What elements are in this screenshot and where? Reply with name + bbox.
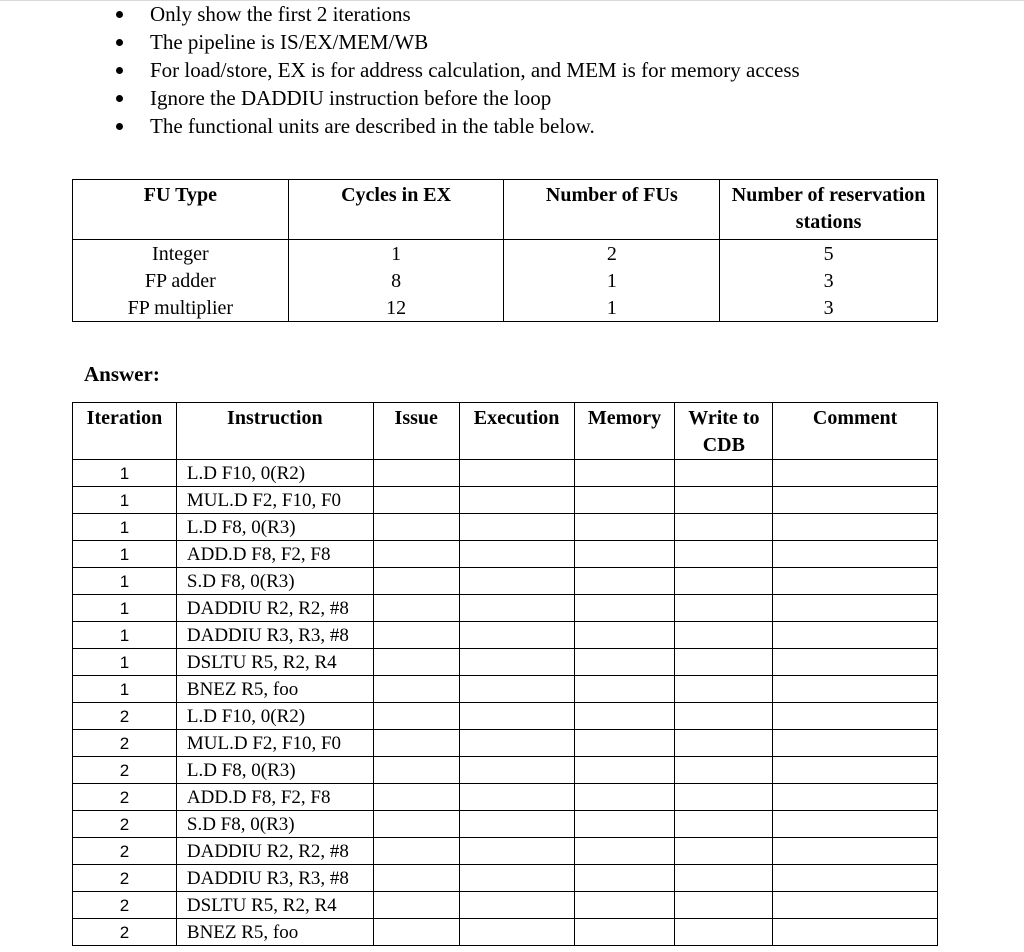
table-row [73, 541, 938, 568]
table-row [73, 730, 938, 757]
fu-row: FP multiplier 12 1 3 [73, 294, 938, 322]
memory-cell[interactable] [574, 649, 675, 676]
header-instruction: Instruction [176, 403, 373, 460]
issue-cell[interactable] [373, 541, 459, 568]
comment-cell[interactable] [773, 703, 938, 730]
comment-cell[interactable] [773, 487, 938, 514]
iteration-cell: 2 [73, 865, 177, 892]
comment-cell[interactable] [773, 892, 938, 919]
issue-cell[interactable] [373, 568, 459, 595]
execution-cell[interactable] [459, 784, 574, 811]
answer-header-row [73, 403, 938, 460]
write-cdb-cell[interactable] [675, 622, 773, 649]
instructions-list [116, 2, 800, 142]
table-row [73, 676, 938, 703]
memory-cell[interactable] [574, 865, 675, 892]
issue-cell[interactable] [373, 865, 459, 892]
execution-cell[interactable] [459, 622, 574, 649]
issue-cell[interactable] [373, 892, 459, 919]
instruction-cell: DADDIU R2, R2, #8 [176, 838, 373, 865]
comment-cell[interactable] [773, 865, 938, 892]
table-row [73, 811, 938, 838]
memory-cell[interactable] [574, 919, 675, 946]
memory-cell[interactable] [574, 487, 675, 514]
write-cdb-cell[interactable] [675, 811, 773, 838]
write-cdb-cell[interactable] [675, 838, 773, 865]
table-row [73, 622, 938, 649]
issue-cell[interactable] [373, 595, 459, 622]
iteration-cell: 1 [73, 595, 177, 622]
comment-cell[interactable] [773, 757, 938, 784]
table-row [73, 514, 938, 541]
issue-cell[interactable] [373, 730, 459, 757]
issue-cell[interactable] [373, 676, 459, 703]
iteration-cell: 2 [73, 838, 177, 865]
instruction-cell: ADD.D F8, F2, F8 [176, 541, 373, 568]
header-iteration: Iteration [73, 403, 177, 460]
fu-header-type: FU Type [73, 180, 289, 240]
issue-cell[interactable] [373, 703, 459, 730]
instruction-cell: L.D F10, 0(R2) [176, 703, 373, 730]
issue-cell[interactable] [373, 838, 459, 865]
memory-cell[interactable] [574, 622, 675, 649]
execution-cell[interactable] [459, 487, 574, 514]
memory-cell[interactable] [574, 838, 675, 865]
execution-cell[interactable] [459, 838, 574, 865]
execution-cell[interactable] [459, 757, 574, 784]
issue-cell[interactable] [373, 649, 459, 676]
write-cdb-cell[interactable] [675, 892, 773, 919]
table-row [73, 757, 938, 784]
fu-header-count: Number of FUs [504, 180, 720, 240]
comment-cell[interactable] [773, 568, 938, 595]
instruction-cell: ADD.D F8, F2, F8 [176, 784, 373, 811]
write-cdb-cell[interactable] [675, 568, 773, 595]
iteration-cell: 1 [73, 622, 177, 649]
execution-cell[interactable] [459, 730, 574, 757]
execution-cell[interactable] [459, 676, 574, 703]
answer-table [72, 402, 938, 946]
instruction-cell: DADDIU R3, R3, #8 [176, 865, 373, 892]
issue-cell[interactable] [373, 784, 459, 811]
instruction-cell: L.D F10, 0(R2) [176, 460, 373, 487]
instruction-cell: DSLTU R5, R2, R4 [176, 892, 373, 919]
bullet-item: For load/store, EX is for address calculation, and MEM is for memory access [116, 58, 800, 86]
table-row [73, 649, 938, 676]
issue-cell[interactable] [373, 622, 459, 649]
memory-cell[interactable] [574, 757, 675, 784]
table-row [73, 919, 938, 946]
iteration-cell: 1 [73, 676, 177, 703]
memory-cell[interactable] [574, 703, 675, 730]
memory-cell[interactable] [574, 460, 675, 487]
comment-cell[interactable] [773, 784, 938, 811]
instruction-cell: BNEZ R5, foo [176, 676, 373, 703]
comment-cell[interactable] [773, 919, 938, 946]
comment-cell[interactable] [773, 730, 938, 757]
header-memory: Memory [574, 403, 675, 460]
execution-cell[interactable] [459, 568, 574, 595]
top-divider [0, 0, 1024, 1]
instruction-cell: DADDIU R3, R3, #8 [176, 622, 373, 649]
memory-cell[interactable] [574, 568, 675, 595]
bullet-icon [116, 123, 123, 130]
comment-cell[interactable] [773, 649, 938, 676]
answer-label: Answer: [84, 362, 160, 386]
fu-row: FP adder 8 1 3 [73, 267, 938, 294]
write-cdb-cell[interactable] [675, 514, 773, 541]
iteration-cell: 2 [73, 784, 177, 811]
table-row [73, 838, 938, 865]
write-cdb-cell[interactable] [675, 730, 773, 757]
bullet-icon [116, 95, 123, 102]
write-cdb-cell[interactable] [675, 595, 773, 622]
instruction-cell: L.D F8, 0(R3) [176, 514, 373, 541]
iteration-cell: 2 [73, 919, 177, 946]
issue-cell[interactable] [373, 487, 459, 514]
bullet-icon [116, 39, 123, 46]
fu-header-cycles: Cycles in EX [288, 180, 504, 240]
memory-cell[interactable] [574, 514, 675, 541]
write-cdb-cell[interactable] [675, 541, 773, 568]
header-write-cdb: Write to CDB [675, 403, 773, 460]
comment-cell[interactable] [773, 676, 938, 703]
iteration-cell: 2 [73, 730, 177, 757]
memory-cell[interactable] [574, 892, 675, 919]
execution-cell[interactable] [459, 892, 574, 919]
bullet-icon [116, 11, 123, 18]
fu-header-row [73, 180, 938, 240]
table-row [73, 865, 938, 892]
execution-cell[interactable] [459, 460, 574, 487]
instruction-cell: S.D F8, 0(R3) [176, 811, 373, 838]
header-comment: Comment [773, 403, 938, 460]
write-cdb-cell[interactable] [675, 676, 773, 703]
instruction-cell: L.D F8, 0(R3) [176, 757, 373, 784]
comment-cell[interactable] [773, 595, 938, 622]
iteration-cell: 2 [73, 703, 177, 730]
issue-cell[interactable] [373, 919, 459, 946]
issue-cell[interactable] [373, 514, 459, 541]
iteration-cell: 1 [73, 514, 177, 541]
instruction-cell: DADDIU R2, R2, #8 [176, 595, 373, 622]
write-cdb-cell[interactable] [675, 703, 773, 730]
table-row [73, 784, 938, 811]
issue-cell[interactable] [373, 460, 459, 487]
bullet-item: The pipeline is IS/EX/MEM/WB [116, 30, 800, 58]
instruction-cell: MUL.D F2, F10, F0 [176, 487, 373, 514]
iteration-cell: 2 [73, 757, 177, 784]
iteration-cell: 1 [73, 568, 177, 595]
memory-cell[interactable] [574, 730, 675, 757]
memory-cell[interactable] [574, 784, 675, 811]
execution-cell[interactable] [459, 514, 574, 541]
bullet-item: The functional units are described in the table below. [116, 114, 800, 142]
iteration-cell: 2 [73, 892, 177, 919]
iteration-cell: 1 [73, 487, 177, 514]
execution-cell[interactable] [459, 919, 574, 946]
comment-cell[interactable] [773, 514, 938, 541]
write-cdb-cell[interactable] [675, 865, 773, 892]
table-row [73, 892, 938, 919]
memory-cell[interactable] [574, 541, 675, 568]
header-execution: Execution [459, 403, 574, 460]
memory-cell[interactable] [574, 595, 675, 622]
comment-cell[interactable] [773, 811, 938, 838]
bullet-icon [116, 67, 123, 74]
instruction-cell: DSLTU R5, R2, R4 [176, 649, 373, 676]
write-cdb-cell[interactable] [675, 919, 773, 946]
table-row [73, 595, 938, 622]
table-row [73, 568, 938, 595]
issue-cell[interactable] [373, 757, 459, 784]
instruction-cell: BNEZ R5, foo [176, 919, 373, 946]
fu-row: Integer 1 2 5 [73, 240, 938, 268]
memory-cell[interactable] [574, 676, 675, 703]
write-cdb-cell[interactable] [675, 784, 773, 811]
iteration-cell: 1 [73, 541, 177, 568]
comment-cell[interactable] [773, 838, 938, 865]
write-cdb-cell[interactable] [675, 460, 773, 487]
instruction-cell: S.D F8, 0(R3) [176, 568, 373, 595]
bullet-item: Ignore the DADDIU instruction before the loop [116, 86, 800, 114]
bullet-item: Only show the first 2 iterations [116, 2, 800, 30]
iteration-cell: 2 [73, 811, 177, 838]
fu-header-stations: Number of reservation stations [720, 180, 938, 240]
iteration-cell: 1 [73, 460, 177, 487]
iteration-cell: 1 [73, 649, 177, 676]
table-row [73, 460, 938, 487]
execution-cell[interactable] [459, 541, 574, 568]
write-cdb-cell[interactable] [675, 649, 773, 676]
functional-units-table [72, 179, 938, 322]
table-row [73, 703, 938, 730]
memory-cell[interactable] [574, 811, 675, 838]
execution-cell[interactable] [459, 595, 574, 622]
issue-cell[interactable] [373, 811, 459, 838]
table-row [73, 487, 938, 514]
execution-cell[interactable] [459, 703, 574, 730]
write-cdb-cell[interactable] [675, 487, 773, 514]
comment-cell[interactable] [773, 622, 938, 649]
instruction-cell: MUL.D F2, F10, F0 [176, 730, 373, 757]
comment-cell[interactable] [773, 541, 938, 568]
execution-cell[interactable] [459, 865, 574, 892]
comment-cell[interactable] [773, 460, 938, 487]
execution-cell[interactable] [459, 811, 574, 838]
write-cdb-cell[interactable] [675, 757, 773, 784]
execution-cell[interactable] [459, 649, 574, 676]
header-issue: Issue [373, 403, 459, 460]
